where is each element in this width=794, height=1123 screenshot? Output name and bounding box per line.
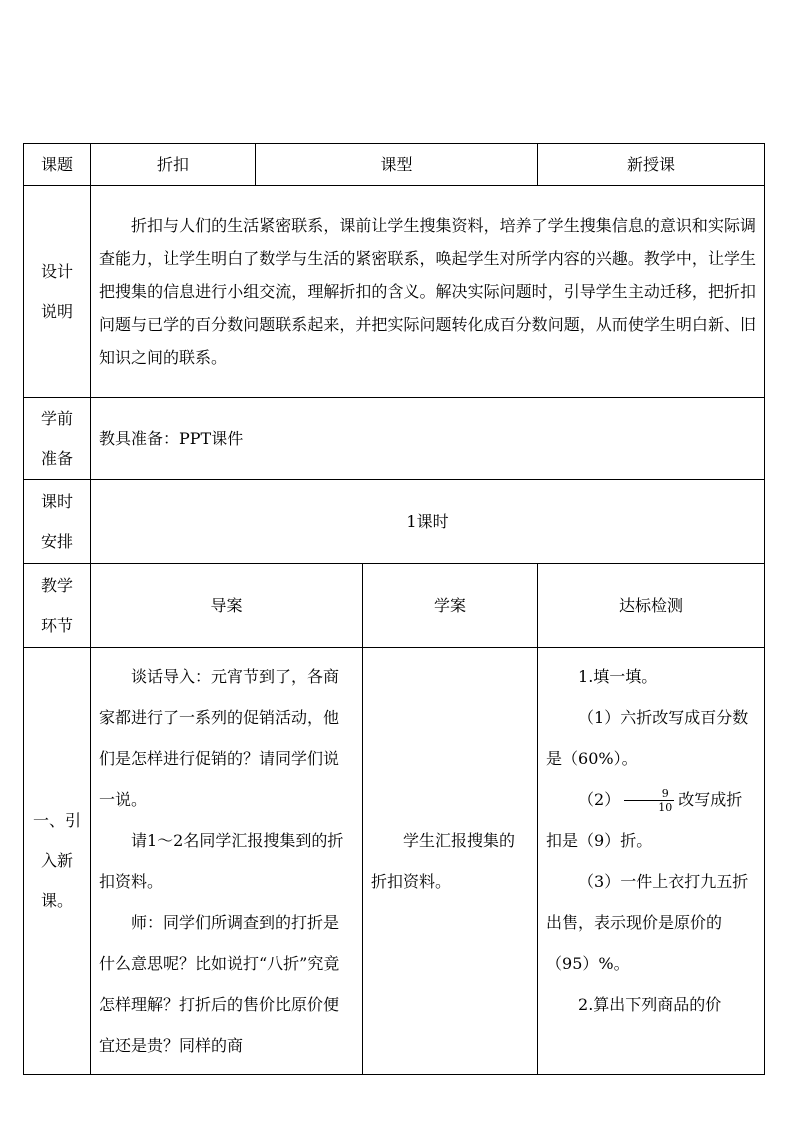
prep-label-line1: 学前 (40, 408, 73, 428)
prep-label-line2: 准备 (40, 448, 73, 468)
design-text: 折扣与人们的生活紧密联系，课前让学生搜集资料，培养了学生搜集信息的意识和实际调查能力，让学生明白了数学与生活的紧密联系，唤起学生对所学内容的兴趣。教学中，让学生把搜集的信息进行小组交流，理解折扣的含义。解决实际问题时，引导学生主动迁移，把折扣问题与已学的百分数问题联系起来，并把实际问题转化成百分数问题，从而使学生明白新、旧知识之间的联系。 (91, 186, 765, 398)
design-label-line1: 设计 (40, 261, 73, 281)
check-question-suffix: 改写成折扣是（9）折。 (546, 790, 743, 850)
check-question: （1）六折改写成百分数是（60%）。 (546, 708, 749, 768)
design-label (24, 186, 91, 398)
topic-value: 折扣 (91, 144, 256, 186)
prep-row (24, 398, 765, 480)
topic-label: 课题 (24, 144, 91, 186)
stage-line3: 课。 (40, 891, 73, 910)
check-question (546, 779, 756, 861)
section-row (24, 648, 765, 1075)
guide-paragraph: 师：同学们所调查到的打折是什么意思呢？比如说打“八折”究竟怎样理解？打折后的售价比原价便宜还是贵？同样的商 (99, 913, 340, 1055)
stage-column-label (24, 564, 91, 648)
check-question: （3）一件上衣打九五折出售，表示现价是原价的（95）%。 (546, 872, 749, 973)
study-column-header: 学案 (363, 564, 538, 648)
check-cell (538, 648, 765, 1075)
prep-text: 教具准备：PPT课件 (91, 398, 765, 480)
stage-column-label-line1: 教学 (40, 575, 73, 595)
check-column-header: 达标检测 (538, 564, 765, 648)
schedule-row (24, 480, 765, 564)
fraction-denominator: 10 (624, 800, 674, 814)
study-cell: 学生汇报搜集的折扣资料。 (363, 648, 538, 1075)
guide-paragraph: 请1～2名同学汇报搜集到的折扣资料。 (99, 831, 344, 891)
stage-cell (24, 648, 91, 1075)
stage-line1: 一、引 (32, 811, 81, 830)
check-title: 2.算出下列商品的价 (578, 995, 722, 1014)
design-label-line2: 说明 (40, 301, 73, 321)
guide-column-header: 导案 (91, 564, 363, 648)
stage-line2: 入新 (40, 851, 73, 870)
check-title: 1.填一填。 (578, 667, 658, 686)
lesson-plan-table (23, 143, 765, 1075)
column-header-row (24, 564, 765, 648)
fraction (624, 787, 674, 814)
fraction-numerator: 9 (661, 787, 669, 800)
check-question-prefix: （2） (578, 790, 621, 809)
prep-label (24, 398, 91, 480)
design-row (24, 186, 765, 398)
type-label: 课型 (256, 144, 538, 186)
type-value: 新授课 (538, 144, 765, 186)
guide-cell (91, 648, 363, 1075)
guide-paragraph: 谈话导入：元宵节到了，各商家都进行了一系列的促销活动，他们是怎样进行促销的？请同学们说一说。 (99, 667, 340, 809)
schedule-label-line1: 课时 (40, 491, 73, 511)
header-row (24, 144, 765, 186)
schedule-label (24, 480, 91, 564)
stage-column-label-line2: 环节 (40, 615, 73, 635)
schedule-text: 1课时 (91, 480, 765, 564)
schedule-label-line2: 安排 (40, 531, 73, 551)
